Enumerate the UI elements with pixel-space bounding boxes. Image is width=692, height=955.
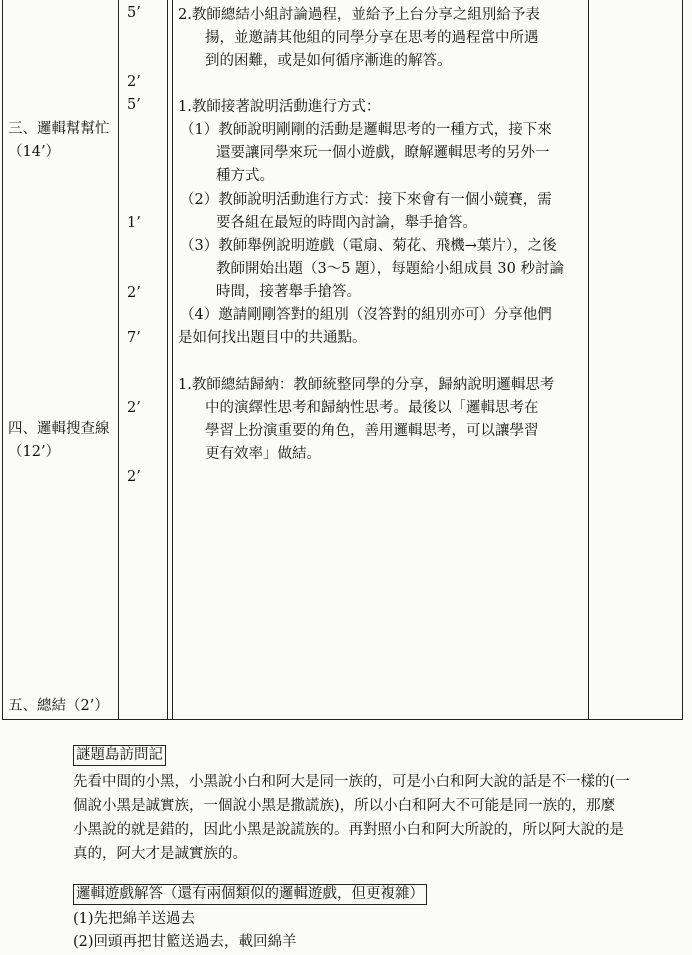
riddle-line: 小黑說的就是錯的，因此小黑是說謊族的。再對照小白和阿大所說的，所以阿大說的是 [73, 822, 624, 838]
content-line: 是如何找出題目中的共通點。 [178, 330, 367, 346]
section-3-title: 三、邏輯幫幫忙 [8, 121, 110, 137]
section-5-title: 五、總結（2’） [8, 698, 109, 714]
section-3-duration: （14’） [8, 144, 61, 160]
riddle-line: 真的，阿大才是誠實族的。 [73, 846, 247, 862]
content-line: 學習上扮演重要的角色，善用邏輯思考，可以讓學習 [205, 423, 539, 439]
time-entry: 5’ [127, 97, 141, 113]
content-line: 1.教師接著說明活動進行方式： [178, 99, 381, 115]
table-divider-notes [588, 0, 589, 720]
table-divider-time [167, 0, 168, 720]
time-entry: 7’ [127, 330, 141, 346]
logic-game-step: (2)回頭再把甘籃送過去，載回綿羊 [73, 934, 297, 950]
content-line: 時間，接著舉手搶答。 [216, 284, 361, 300]
time-entry: 2’ [127, 74, 141, 90]
content-line: 揚，並邀請其他組的同學分享在思考的過程當中所遇 [205, 30, 539, 46]
table-bottom-border [2, 719, 683, 720]
riddle-line: 先看中間的小黑，小黑說小白和阿大是同一族的，可是小白和阿大說的話是不一樣的(一 [73, 774, 630, 790]
time-entry: 2’ [127, 400, 141, 416]
content-line: 到的困難，或是如何循序漸進的解答。 [205, 53, 452, 69]
section-4-duration: （12’） [8, 444, 61, 460]
time-entry: 5’ [127, 5, 141, 21]
table-border-right [682, 0, 683, 720]
table-divider-section [118, 0, 119, 720]
content-line: （4）邀請剛剛答對的組別（沒答對的組別亦可）分享他們 [180, 307, 552, 323]
time-entry: 2’ [127, 469, 141, 485]
content-line: 還要讓同學來玩一個小遊戲，瞭解邏輯思考的另外一 [216, 145, 550, 161]
riddle-line: 個說小黑是誠實族，一個說小黑是撒謊族)，所以小白和阿大不可能是同一族的，那麼 [73, 798, 616, 814]
logic-game-step: (1)先把綿羊送過去 [73, 911, 196, 927]
content-line: 2.教師總結小組討論過程，並給予上台分享之組別給予表 [178, 7, 540, 23]
content-line: （2）教師說明活動進行方式：接下來會有一個小競賽，需 [180, 192, 552, 208]
content-line: 要各組在最短的時間內討論，舉手搶答。 [216, 215, 477, 231]
table-divider-content [172, 0, 173, 720]
content-line: （3）教師舉例說明遊戲（電扇、菊花、飛機→葉片），之後 [180, 238, 557, 254]
content-line: 中的演繹性思考和歸納性思考。最後以「邏輯思考在 [205, 400, 539, 416]
content-line: （1）教師說明剛剛的活動是邏輯思考的一種方式，接下來 [180, 122, 552, 138]
time-entry: 1’ [127, 215, 141, 231]
content-line: 更有效率」做結。 [205, 446, 321, 462]
logic-game-heading: 邏輯遊戲解答（還有兩個類似的邏輯遊戲，但更複雜） [73, 884, 427, 905]
time-entry: 2’ [127, 285, 141, 301]
content-line: 1.教師總結歸納：教師統整同學的分享，歸納說明邏輯思考 [178, 377, 555, 393]
content-line: 教師開始出題（3～5 題），每題給小組成員 30 秒討論 [216, 261, 564, 277]
table-border-left [2, 0, 3, 720]
section-4-title: 四、邏輯搜查線 [8, 421, 110, 437]
riddle-heading: 謎題島訪問記 [73, 745, 166, 766]
content-line: 種方式。 [216, 168, 274, 184]
